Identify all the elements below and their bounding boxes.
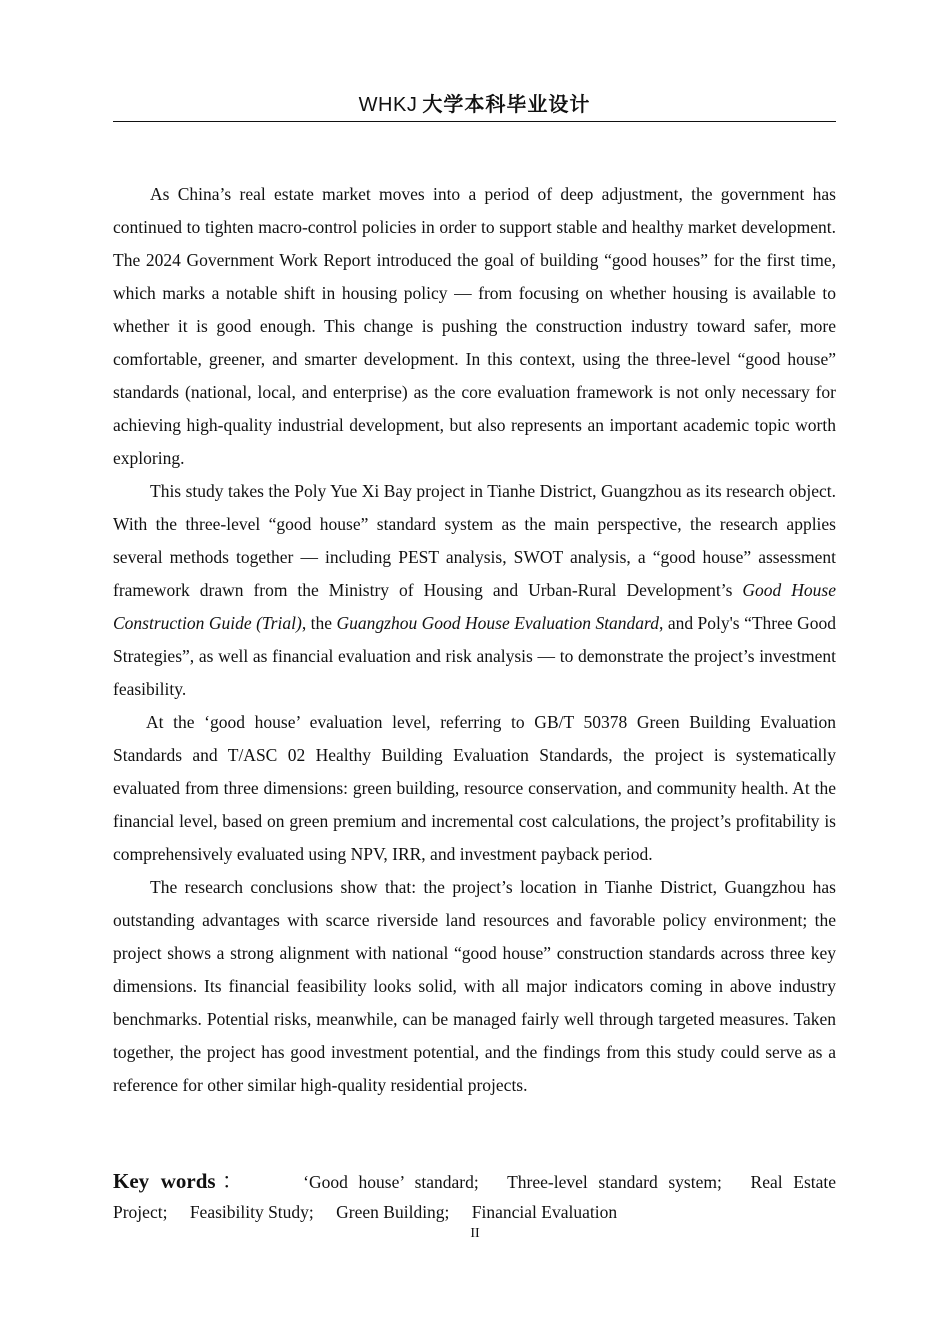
page-number: II: [470, 1226, 480, 1241]
paragraph-2-part-c: , and Poly's “Three Good Strategies”, as well as financial evaluation and risk analysis — to demonstrate the project’s investment feasibility.: [113, 613, 836, 699]
keyword-3: Real Estate Project;: [113, 1172, 837, 1222]
keyword-4: Feasibility Study;: [189, 1202, 314, 1222]
keywords-label: Key words: [113, 1169, 216, 1193]
standard-title: Guangzhou Good House Evaluation Standard: [336, 613, 659, 633]
paragraph-4: The research conclusions show that: the project’s location in Tianhe District, Guangzhou has outstanding advantages with scarce riverside land resources and favorable policy environment; the project shows a strong alignment with national “good house” construction standards across three key dimensions. Its financial feasibility looks solid, with all major indicators coming in above industry benchmarks. Potential risks, meanwhile, can be managed fairly well through targeted measures. Taken together, the project has good investment potential, and the findings from this study could serve as a reference for other similar high-quality residential projects.: [113, 877, 836, 1095]
header-latin: WHKJ: [358, 94, 418, 116]
guide-title: Good House Construction Guide (Trial): [113, 580, 836, 633]
header-title: 大学本科毕业设计: [422, 94, 591, 116]
keywords-colon: ：: [215, 1169, 250, 1193]
abstract-body: [113, 178, 836, 1102]
paragraph-1: As China’s real estate market moves into a period of deep adjustment, the government has continued to tighten macro-control policies in order to support stable and healthy market development. The 2024 Government Work Report introduced the goal of building “good houses” for the first time, which marks a notable shift in housing policy — from focusing on whether housing is available to whether it is good enough. This change is pushing the construction industry toward safer, more comfortable, greener, and smarter development. In this context, using the three-level “good house” standards (national, local, and enterprise) as the core evaluation framework is not only necessary for achieving high-quality industrial development, but also represents an important academic topic worth exploring.: [113, 184, 836, 468]
paragraph-2-part-b: , the: [301, 613, 337, 633]
keyword-5: Green Building;: [336, 1202, 450, 1222]
page-header: [113, 92, 836, 122]
paragraph-3: At the ‘good house’ evaluation level, referring to GB/T 50378 Green Building Evaluation Standards and T/ASC 02 Healthy Building Evaluation Standards, the project is systematically evaluated from three dimensions: green building, resource conservation, and community health. At the financial level, based on green premium and incremental cost calculations, the project’s profitability is comprehensively evaluated using NPV, IRR, and investment payback period.: [113, 712, 836, 864]
keywords-section: [113, 1166, 836, 1227]
paragraph-2-part-a: This study takes the Poly Yue Xi Bay project in Tianhe District, Guangzhou as its research object. With the three-level “good house” standard system as the main perspective, the research applies several methods together — including PEST analysis, SWOT analysis, a “good house” assessment framework drawn from the Ministry of Housing and Urban-Rural Development’s: [113, 481, 836, 600]
keyword-2: Three-level standard system;: [507, 1172, 722, 1192]
keyword-6: Financial Evaluation: [471, 1202, 618, 1222]
keyword-1: ‘Good house’ standard;: [303, 1172, 479, 1192]
paragraph-2: [113, 475, 836, 706]
